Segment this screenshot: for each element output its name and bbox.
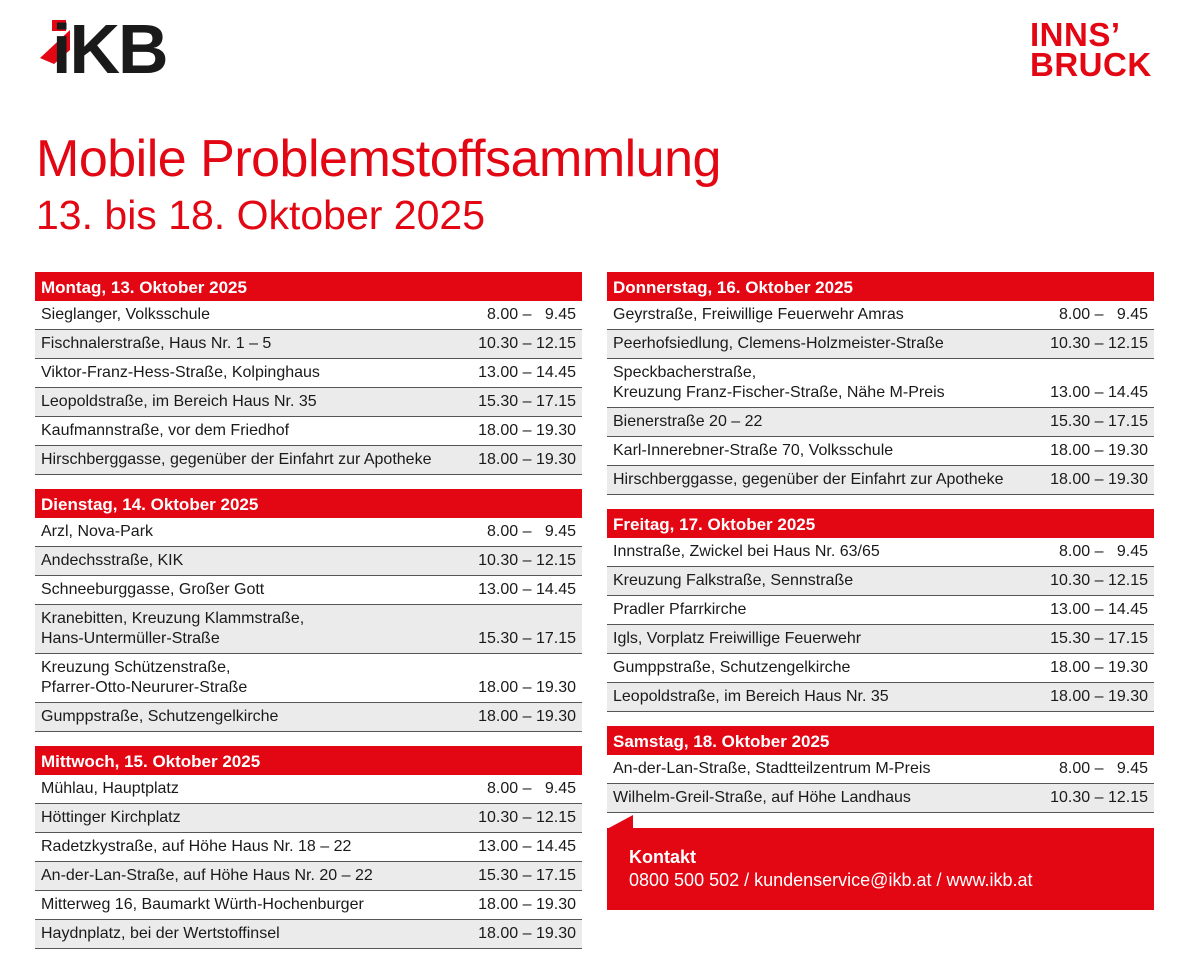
table-row [35, 605, 582, 654]
table-row [607, 301, 1154, 330]
schedule-right-column [607, 272, 1154, 827]
day-section [35, 746, 582, 949]
table-row [35, 703, 582, 732]
time-cell: 13.00 – 14.45 [1050, 384, 1148, 401]
time-cell: 15.30 – 17.15 [478, 393, 576, 410]
time-cell: 10.30 – 12.15 [478, 335, 576, 352]
time-cell: 8.00 – 9.45 [1059, 760, 1148, 777]
table-row [35, 862, 582, 891]
day-heading: Dienstag, 14. Oktober 2025 [35, 489, 582, 518]
table-row [607, 683, 1154, 712]
table-row [35, 547, 582, 576]
time-cell: 18.00 – 19.30 [478, 451, 576, 468]
location-cell: Hirschberggasse, gegenüber der Einfahrt zur Apotheke [41, 451, 432, 468]
table-row [607, 654, 1154, 683]
day-section [607, 509, 1154, 712]
table-row [607, 596, 1154, 625]
time-cell: 15.30 – 17.15 [1050, 630, 1148, 647]
location-cell: Igls, Vorplatz Freiwillige Feuerwehr [613, 630, 862, 647]
day-section [35, 489, 582, 732]
time-cell: 10.30 – 12.15 [478, 552, 576, 569]
time-cell: 18.00 – 19.30 [1050, 659, 1148, 676]
location-cell: Höttinger Kirchplatz [41, 809, 181, 826]
location-cell: Kreuzung Falkstraße, Sennstraße [613, 572, 854, 589]
table-row [607, 538, 1154, 567]
table-row [607, 408, 1154, 437]
table-row [35, 518, 582, 547]
location-cell: Andechsstraße, KIK [41, 552, 184, 569]
contact-box [607, 828, 1154, 910]
location-cell: Wilhelm-Greil-Straße, auf Höhe Landhaus [613, 789, 911, 806]
location-cell: Hirschberggasse, gegenüber der Einfahrt zur Apotheke [613, 471, 1004, 488]
day-section [35, 272, 582, 475]
time-cell: 13.00 – 14.45 [1050, 601, 1148, 618]
page-title: Mobile Problemstoffsammlung [36, 130, 721, 188]
table-row [35, 804, 582, 833]
table-row [607, 567, 1154, 596]
time-cell: 18.00 – 19.30 [478, 896, 576, 913]
location-cell: Peerhofsiedlung, Clemens-Holzmeister-Straße [613, 335, 944, 352]
table-row [35, 446, 582, 475]
day-rows [607, 538, 1154, 712]
location-cell: Bienerstraße 20 – 22 [613, 413, 763, 430]
location-cell: Speckbacherstraße, Kreuzung Franz-Fischer-Straße, Nähe M-Preis [613, 364, 945, 401]
day-rows [35, 518, 582, 732]
time-cell: 8.00 – 9.45 [487, 780, 576, 797]
time-cell: 8.00 – 9.45 [487, 306, 576, 323]
time-cell: 18.00 – 19.30 [1050, 688, 1148, 705]
time-cell: 8.00 – 9.45 [1059, 306, 1148, 323]
table-row [35, 920, 582, 949]
location-cell: Mitterweg 16, Baumarkt Würth-Hochenburger [41, 896, 364, 913]
ikb-logo [36, 10, 186, 88]
schedule-left-column [35, 272, 582, 963]
day-rows [607, 755, 1154, 813]
page-subtitle: 13. bis 18. Oktober 2025 [36, 192, 486, 238]
time-cell: 10.30 – 12.15 [1050, 572, 1148, 589]
location-cell: Karl-Innerebner-Straße 70, Volksschule [613, 442, 894, 459]
location-cell: Viktor-Franz-Hess-Straße, Kolpinghaus [41, 364, 320, 381]
time-cell: 10.30 – 12.15 [1050, 789, 1148, 806]
location-cell: Leopoldstraße, im Bereich Haus Nr. 35 [41, 393, 317, 410]
time-cell: 15.30 – 17.15 [478, 630, 576, 647]
location-cell: Kaufmannstraße, vor dem Friedhof [41, 422, 290, 439]
location-cell: Sieglanger, Volksschule [41, 306, 210, 323]
day-section [607, 272, 1154, 495]
location-cell: Pradler Pfarrkirche [613, 601, 747, 618]
table-row [607, 437, 1154, 466]
time-cell: 8.00 – 9.45 [1059, 543, 1148, 560]
contact-heading: Kontakt [629, 847, 696, 867]
ikb-logo-text: iKB [52, 10, 167, 88]
table-row [607, 466, 1154, 495]
innsbruck-logo [1030, 16, 1156, 84]
location-cell: Mühlau, Hauptplatz [41, 780, 179, 797]
table-row [35, 388, 582, 417]
time-cell: 10.30 – 12.15 [478, 809, 576, 826]
table-row [35, 330, 582, 359]
day-heading: Mittwoch, 15. Oktober 2025 [35, 746, 582, 775]
location-cell: Kreuzung Schützenstraße, Pfarrer-Otto-Neururer-Straße [41, 659, 248, 696]
table-row [607, 784, 1154, 813]
table-row [607, 625, 1154, 654]
location-cell: Radetzkystraße, auf Höhe Haus Nr. 18 – 22 [41, 838, 352, 855]
contact-details: 0800 500 502 / kundenservice@ikb.at / www.ikb.at [629, 870, 1033, 890]
day-heading: Montag, 13. Oktober 2025 [35, 272, 582, 301]
day-section [607, 726, 1154, 813]
time-cell: 13.00 – 14.45 [478, 581, 576, 598]
innsbruck-logo-line2: BRUCK [1030, 46, 1152, 83]
time-cell: 18.00 – 19.30 [1050, 442, 1148, 459]
location-cell: Geyrstraße, Freiwillige Feuerwehr Amras [613, 306, 904, 323]
table-row [35, 833, 582, 862]
location-cell: Arzl, Nova-Park [41, 523, 154, 540]
table-row [35, 775, 582, 804]
table-row [35, 417, 582, 446]
location-cell: An-der-Lan-Straße, Stadtteilzentrum M-Preis [613, 760, 931, 777]
location-cell: Fischnalerstraße, Haus Nr. 1 – 5 [41, 335, 272, 352]
table-row [607, 755, 1154, 784]
time-cell: 18.00 – 19.30 [1050, 471, 1148, 488]
location-cell: Innstraße, Zwickel bei Haus Nr. 63/65 [613, 543, 880, 560]
day-heading: Samstag, 18. Oktober 2025 [607, 726, 1154, 755]
time-cell: 18.00 – 19.30 [478, 422, 576, 439]
location-cell: Gumppstraße, Schutzengelkirche [41, 708, 279, 725]
innsbruck-logo-line1: INNS’ [1030, 16, 1121, 53]
time-cell: 13.00 – 14.45 [478, 364, 576, 381]
time-cell: 18.00 – 19.30 [478, 708, 576, 725]
day-rows [35, 775, 582, 949]
table-row [607, 330, 1154, 359]
day-heading: Freitag, 17. Oktober 2025 [607, 509, 1154, 538]
table-row [35, 891, 582, 920]
table-row [607, 359, 1154, 408]
table-row [35, 359, 582, 388]
location-cell: Schneeburggasse, Großer Gott [41, 581, 265, 598]
time-cell: 18.00 – 19.30 [478, 925, 576, 942]
time-cell: 8.00 – 9.45 [487, 523, 576, 540]
table-row [35, 654, 582, 703]
day-heading: Donnerstag, 16. Oktober 2025 [607, 272, 1154, 301]
time-cell: 15.30 – 17.15 [1050, 413, 1148, 430]
table-row [35, 576, 582, 605]
contact-tab-icon [607, 815, 635, 829]
location-cell: An-der-Lan-Straße, auf Höhe Haus Nr. 20 – 22 [41, 867, 373, 884]
time-cell: 13.00 – 14.45 [478, 838, 576, 855]
location-cell: Haydnplatz, bei der Wertstoffinsel [41, 925, 280, 942]
day-rows [607, 301, 1154, 495]
time-cell: 18.00 – 19.30 [478, 679, 576, 696]
table-row [35, 301, 582, 330]
location-cell: Leopoldstraße, im Bereich Haus Nr. 35 [613, 688, 889, 705]
day-rows [35, 301, 582, 475]
time-cell: 15.30 – 17.15 [478, 867, 576, 884]
time-cell: 10.30 – 12.15 [1050, 335, 1148, 352]
location-cell: Kranebitten, Kreuzung Klammstraße, Hans-Untermüller-Straße [41, 610, 305, 647]
location-cell: Gumppstraße, Schutzengelkirche [613, 659, 851, 676]
